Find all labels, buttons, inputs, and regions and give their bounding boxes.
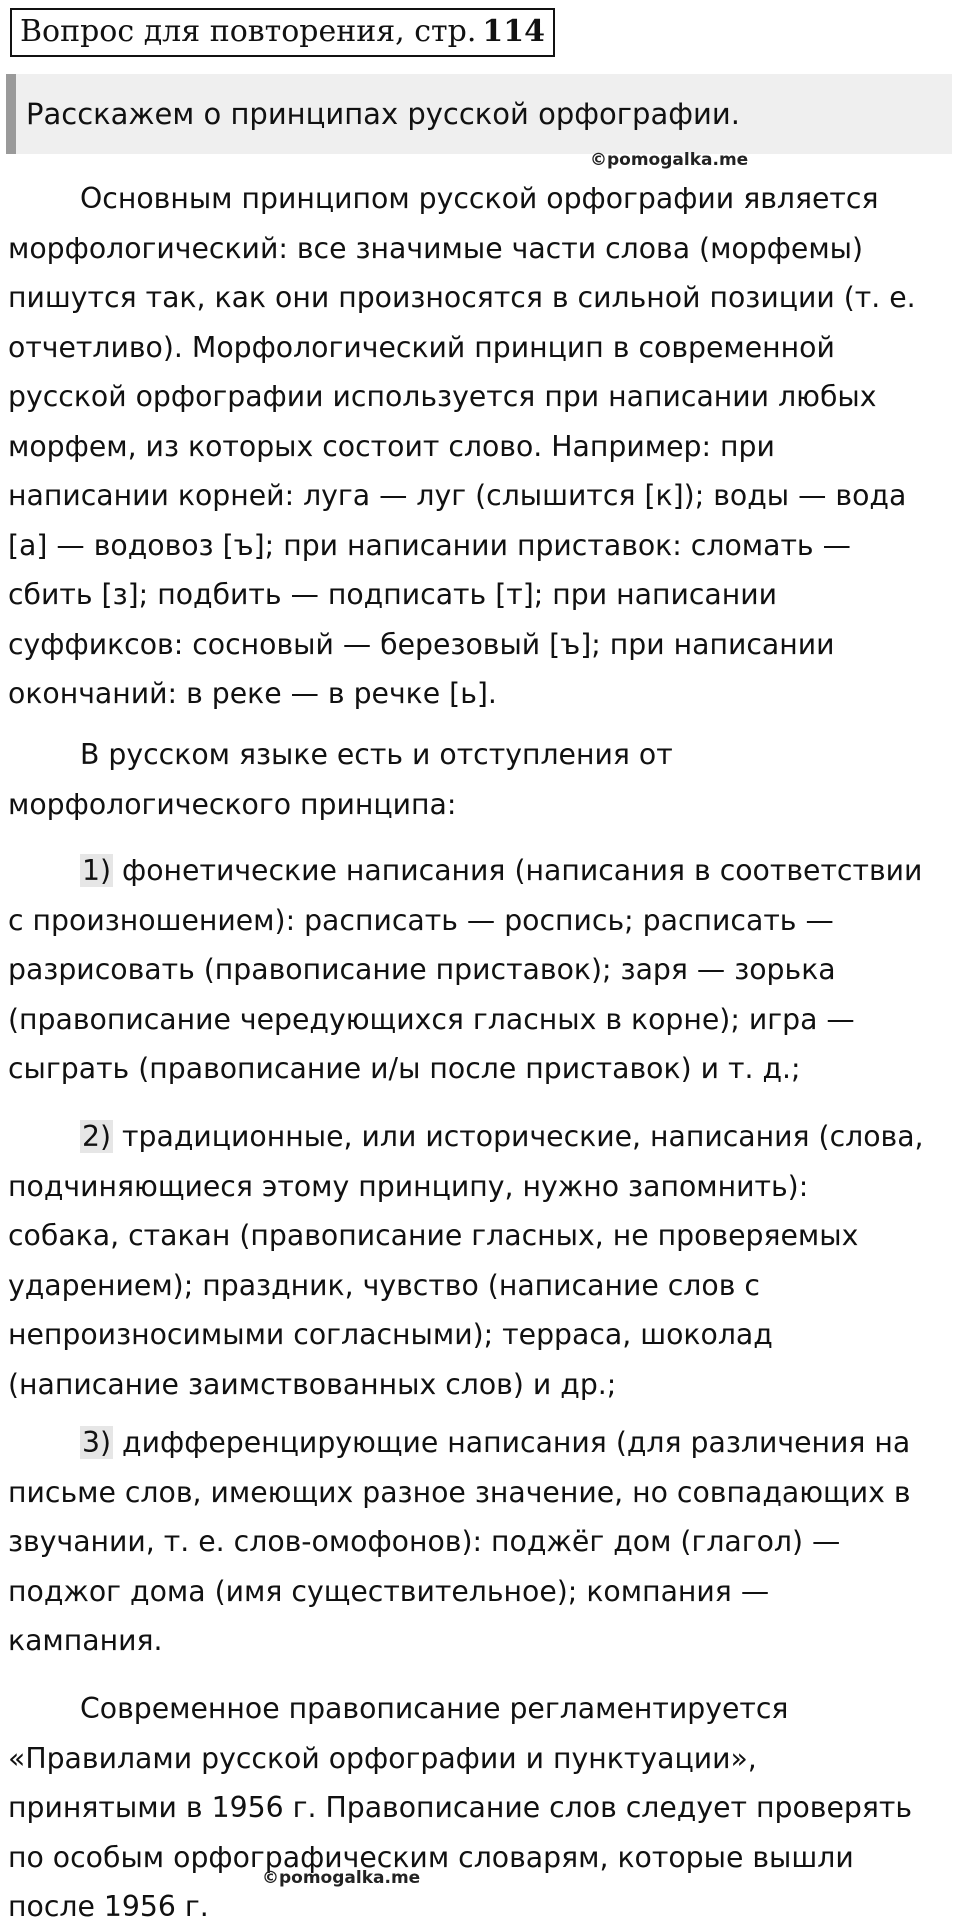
question-banner [6, 74, 952, 154]
text-line: письме слов, имеющих разное значение, но совпадающих в [8, 1475, 911, 1509]
text-line: подчиняющиеся этому принципу, нужно запомнить): [8, 1169, 809, 1203]
page-title [10, 8, 555, 57]
page-title-text: Вопрос для повторения, стр. [20, 14, 477, 49]
text-line: после 1956 г. [8, 1890, 209, 1923]
text-line: «Правилами русской орфографии и пунктуации», [8, 1741, 757, 1775]
text-line: с произношением): расписать — роспись; расписать — [8, 903, 834, 937]
text-line: фонетические написания (написания в соответствии [113, 854, 923, 887]
list-item-number: 1) [82, 854, 112, 887]
text-line [8, 1418, 956, 1468]
text-line: суффиксов: сосновый — березовый [ъ]; при написании [8, 627, 835, 661]
text-line: окончаний: в реке — в речке [ь]. [8, 677, 497, 710]
paragraph-main-principle [8, 174, 956, 719]
paragraph-exceptions-intro [8, 730, 956, 829]
text-line: дифференцирующие написания (для различения на [113, 1426, 911, 1459]
list-item-number: 2) [82, 1120, 112, 1153]
text-line: [а] — водовоз [ъ]; при написании приставок: сломать — [8, 528, 851, 562]
text-line: традиционные, или исторические, написания (слова, [113, 1120, 924, 1153]
text-line: (написание заимствованных слов) и др.; [8, 1367, 617, 1401]
text-line: морфем, из которых состоит слово. Например: при [8, 429, 775, 463]
text-line: написании корней: луга — луг (слышится [к]); воды — вода [8, 479, 907, 512]
text-line: сбить [з]; подбить — подписать [т]; при написании [8, 578, 778, 611]
text-line: непроизносимыми согласными); терраса, шоколад [8, 1318, 773, 1351]
text-line: поджог дома (имя существительное); компания — [8, 1574, 770, 1608]
text-line: по особым орфографическим словарям, которые вышли [8, 1840, 854, 1874]
paragraph-modern-rules [8, 1684, 956, 1932]
text-line: сыграть (правописание и/ы после приставок) и т. д.; [8, 1052, 801, 1085]
list-item-phonetic [8, 846, 956, 1094]
page-number: 114 [482, 14, 546, 49]
text-line: разрисовать (правописание приставок); заря — зорька [8, 953, 836, 986]
text-line: ударением); праздник, чувство (написание слов с [8, 1268, 760, 1302]
text-line: звучании, т. е. слов-омофонов): поджёг дом (глагол) — [8, 1525, 841, 1558]
text-line: Современное правописание регламентируется [80, 1692, 789, 1725]
text-line: принятыми в 1956 г. Правописание слов следует проверять [8, 1791, 913, 1824]
text-line: морфологического принципа: [8, 787, 457, 821]
text-line: русской орфографии используется при написании любых [8, 380, 877, 413]
text-line: собака, стакан (правописание гласных, не проверяемых [8, 1219, 859, 1252]
text-line [8, 846, 956, 896]
watermark-bottom: ©pomogalka.me [262, 1868, 421, 1888]
watermark-top: ©pomogalka.me [590, 150, 749, 170]
text-line: пишутся так, как они произносятся в сильной позиции (т. е. [8, 281, 916, 314]
text-line: морфологический: все значимые части слова (морфемы) [8, 231, 864, 265]
list-item-traditional [8, 1112, 956, 1409]
list-item-differentiating [8, 1418, 956, 1666]
list-item-number: 3) [82, 1426, 112, 1459]
text-line: отчетливо). Морфологический принцип в современной [8, 330, 835, 364]
text-line [8, 1112, 956, 1162]
text-line: В русском языке есть и отступления от [80, 738, 673, 771]
text-line: (правописание чередующихся гласных в корне); игра — [8, 1002, 855, 1036]
question-text: Расскажем о принципах русской орфографии. [26, 97, 740, 131]
text-line: кампания. [8, 1624, 163, 1657]
text-line: Основным принципом русской орфографии является [80, 182, 879, 215]
